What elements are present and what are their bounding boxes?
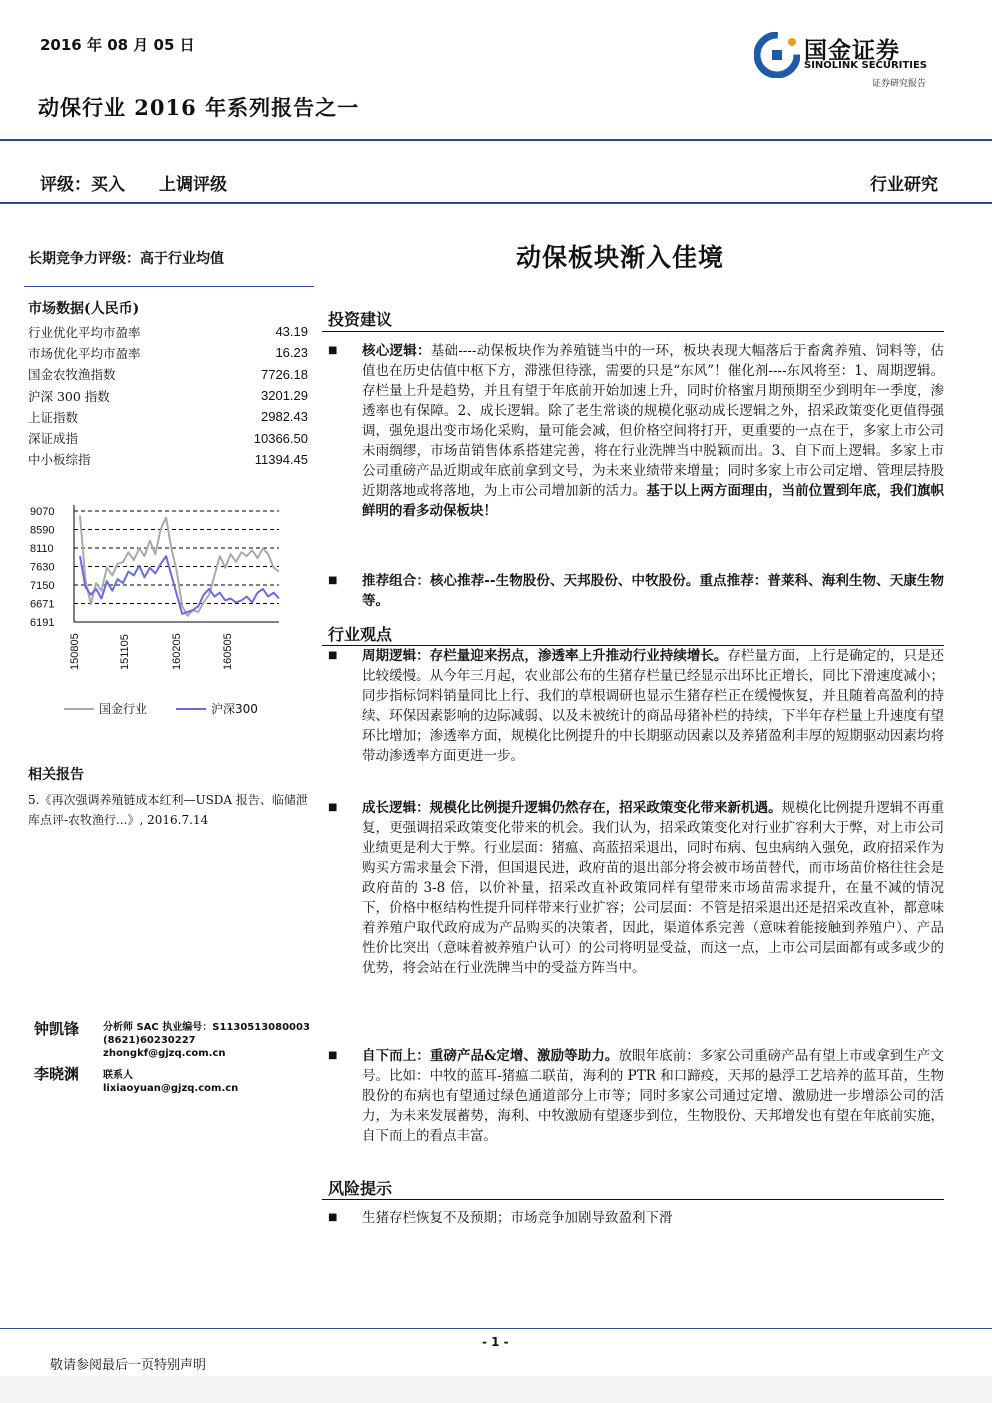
- market-data-row: [28, 342, 308, 363]
- bullet-icon: ■: [328, 1050, 338, 1061]
- analyst-phone: (8621)60230227: [103, 1035, 196, 1046]
- md-label: 行业优化平均市盈率: [28, 324, 141, 340]
- analyst-sac: 分析师 SAC 执业编号：S1130513080003: [103, 1022, 310, 1033]
- md-label: 深证成指: [28, 431, 79, 447]
- contact-email[interactable]: lixiaoyuan@gjzq.com.cn: [103, 1083, 239, 1094]
- para-lead: 核心逻辑：: [362, 343, 431, 359]
- rating-change: 上调评级: [159, 175, 227, 195]
- left-divider: [24, 286, 314, 287]
- para-lead: 成长逻辑：规模化比例提升逻辑仍然存在，招采政策变化带来新机遇。: [362, 800, 782, 816]
- market-data-row: [28, 385, 308, 406]
- market-data-row: [28, 449, 308, 470]
- index-line-chart: [24, 490, 294, 730]
- y-tick-label: 8110: [30, 543, 54, 555]
- y-tick-label: 6191: [30, 617, 55, 629]
- y-tick-label: 7630: [30, 561, 55, 574]
- legend-label: 国金行业: [99, 702, 148, 716]
- footer-divider: [0, 1328, 992, 1329]
- bullet-icon: ■: [328, 1212, 338, 1223]
- section-heading-risk: 风险提示: [328, 1179, 393, 1198]
- x-tick-label: 150805: [69, 633, 81, 670]
- market-data-row: [28, 364, 308, 385]
- section-rule: [322, 331, 944, 332]
- y-tick-label: 6671: [30, 598, 55, 611]
- md-value: 10366.50: [253, 430, 308, 446]
- md-value: 2982.43: [261, 409, 308, 425]
- section-heading-investment: 投资建议: [328, 310, 393, 329]
- company-logo: [752, 28, 952, 98]
- md-label: 国金农牧渔指数: [28, 367, 116, 383]
- para-text: 基础----动保板块作为养殖链当中的一环，板块表现大幅落后于畜禽养殖、饲料等，估值也在历史估值中枢下方，滞涨但待涨，需要的只是“东风”！催化剂----东风将至：1、周期逻辑。存栏量上升是趋势，并且有望于年底前开始加速上升，同时价格蜜月期预期至少到明年一季度，渗透率也有保障。2、成长逻辑。除了老生常谈的规模化驱动成长逻辑之外，招采政策变化更值得强调，强免退出变市场化采购，量可能会减，但价格空间将打开，更重要的一点在于，多家上市公司未雨绸缪，市场苗销售体系搭建完善，将在行业洗牌当中脱颖而出。3、自下而上逻辑。多家上市公司重磅产品近期或年底前拿到文号，为未来业绩带来增量；同时多家上市公司定增、管理层持股近期落地或将落地，为上市公司增加新的活力。: [362, 343, 944, 499]
- paragraph-bottom-up: [362, 1046, 944, 1146]
- bullet-icon: ■: [328, 345, 338, 356]
- logo-cn: 国金证券: [804, 37, 900, 64]
- long-term-rating: 长期竞争力评级：高于行业均值: [28, 251, 224, 267]
- paragraph-growth-logic: [362, 798, 944, 978]
- paragraph-recommendation: 推荐组合：核心推荐--生物股份、天邦股份、中牧股份。重点推荐：普莱科、海利生物、天康生物等。: [362, 573, 944, 609]
- md-value: 7726.18: [261, 366, 308, 382]
- page-number: - 1 -: [482, 1335, 509, 1349]
- y-tick-label: 9070: [30, 506, 55, 518]
- report-category: 行业研究: [870, 175, 938, 195]
- contact-name: 李晓渊: [34, 1065, 80, 1083]
- header-divider-bottom: [0, 202, 992, 204]
- related-report-item: 5.《再次强调养殖链成本红利—USDA 报告、临储泄库点评-农牧渔行...》, 2016.7.14: [28, 793, 308, 827]
- market-data-row: [28, 321, 308, 342]
- series-title: 动保行业 2016 年系列报告之一: [38, 95, 360, 120]
- para-tail: 基于以上两方面理由，当前位置到年底，我们旗帜鲜明的看多动保板块！: [362, 483, 944, 519]
- x-tick-label: 160505: [222, 633, 234, 670]
- report-date: 2016 年 08 月 05 日: [40, 36, 195, 54]
- contact-info: [103, 1069, 238, 1095]
- sinolink-logo-icon: [754, 32, 800, 78]
- md-value: 3201.29: [261, 388, 308, 404]
- md-value: 11394.45: [254, 451, 308, 467]
- para-lead: 自下而上：重磅产品&定增、激励等助力。: [362, 1048, 619, 1064]
- bullet-icon: ■: [328, 575, 338, 586]
- rating-label: 评级：买入: [40, 175, 125, 195]
- footer-disclaimer: 敬请参阅最后一页特别声明: [50, 1358, 207, 1373]
- analyst-email[interactable]: zhongkf@gjzq.com.cn: [103, 1048, 226, 1059]
- md-value: 43.19: [275, 324, 308, 340]
- x-tick-label: 160205: [171, 633, 183, 670]
- market-data-table: [28, 321, 308, 470]
- related-reports-title: 相关报告: [28, 767, 84, 783]
- para-text: 放眼年底前：多家公司重磅产品有望上市或拿到生产文号。比如：中牧的蓝耳-猪瘟二联苗，海利的 PTR 和口蹄疫，天邦的悬浮工艺培养的蓝耳苗，生物股份的布病也有望通过绿色通道部分上市等；同时多家公司通过定增、激励进一步增添公司的活力，为未来发展蓄势，海利、中牧激励有望逐步到位，生物股份、天邦增发也有望在年底前实施，自下而上的看点丰富。: [362, 1048, 944, 1144]
- y-tick-label: 8590: [30, 524, 55, 537]
- paragraph-core-logic: [362, 341, 944, 521]
- analyst-contact: [103, 1021, 310, 1060]
- legend-label: 沪深300: [211, 702, 258, 716]
- para-text: 规模化比例提升逻辑不再重复，更强调招采政策变化带来的机会。我们认为，招采政策变化对行业扩容利大于弊，对上市公司业绩更是利大于弊。行业层面：猪瘟、高蓝招采退出，同时布病、包虫病纳入强免，政府招采作为购买方需求量会下滑，但国退民进，政府苗的退出部分将会被市场苗替代，而市场苗价格往往会是政府苗的 3-8 倍，以价补量，招采改直补政策同样有望带来市场苗需求提升，在量不减的情况下，价格中枢结构性提升同样带来行业扩容；公司层面：不管是招采退出还是招采改直补，都意味着养殖户取代政府成为产品购买的决策者，因此，渠道体系完善（意味着能接触到养殖户）、产品性价比突出（意味着被养殖户认可）的公司将明显受益，而这一点，上市公司层面都有或多或少的优势，将会站在行业洗牌当中的受益方阵当中。: [362, 800, 945, 976]
- header-divider-top: [0, 139, 992, 141]
- logo-sub: 证券研究报告: [872, 79, 927, 89]
- market-data-row: [28, 427, 308, 448]
- md-label: 沪深 300 指数: [28, 388, 110, 404]
- paragraph-risk: 生猪存栏恢复不及预期；市场竞争加剧导致盈利下滑: [362, 1210, 673, 1226]
- md-value: 16.23: [275, 345, 308, 361]
- bullet-icon: ■: [328, 802, 338, 813]
- section-heading-industry: 行业观点: [328, 625, 393, 644]
- md-label: 中小板综指: [28, 452, 91, 468]
- analyst-name: 钟凯锋: [34, 1020, 80, 1038]
- main-title: 动保板块渐入佳境: [516, 243, 725, 272]
- rating-line: [40, 170, 227, 195]
- section-rule: [322, 1199, 944, 1200]
- logo-en: SINOLINK SECURITIES: [804, 60, 927, 71]
- x-tick-label: 151105: [119, 634, 131, 670]
- para-lead: 周期逻辑：存栏量迎来拐点，渗透率上升推动行业持续增长。: [362, 648, 728, 664]
- contact-role: 联系人: [103, 1070, 133, 1081]
- market-data-title: 市场数据(人民币): [28, 301, 140, 317]
- footer-bar: [0, 1376, 992, 1403]
- para-text: 存栏量方面，上行是确定的，只是还比较缓慢。从今年三月起，农业部公布的生猪存栏量已经显示出环比正增长，同比下滑速度减小；同步指标饲料销量同比上行、我们的草根调研也显示生猪存栏正在缓慢恢复，并且随着高盈利的持续、环保因素影响的边际减弱、以及未被统计的商品母猪补栏的持续，下半年存栏量上升速度有望环比增加；渗透率方面，规模化比例提升的中长期驱动因素以及养猪盈利丰厚的短期驱动因素均将带动渗透率方面更进一步。: [362, 648, 945, 764]
- market-data-row: [28, 406, 308, 427]
- y-tick-label: 7150: [30, 580, 55, 592]
- md-label: 市场优化平均市盈率: [28, 345, 141, 361]
- bullet-icon: ■: [328, 650, 338, 661]
- md-label: 上证指数: [28, 409, 79, 425]
- paragraph-cycle-logic: [362, 646, 944, 766]
